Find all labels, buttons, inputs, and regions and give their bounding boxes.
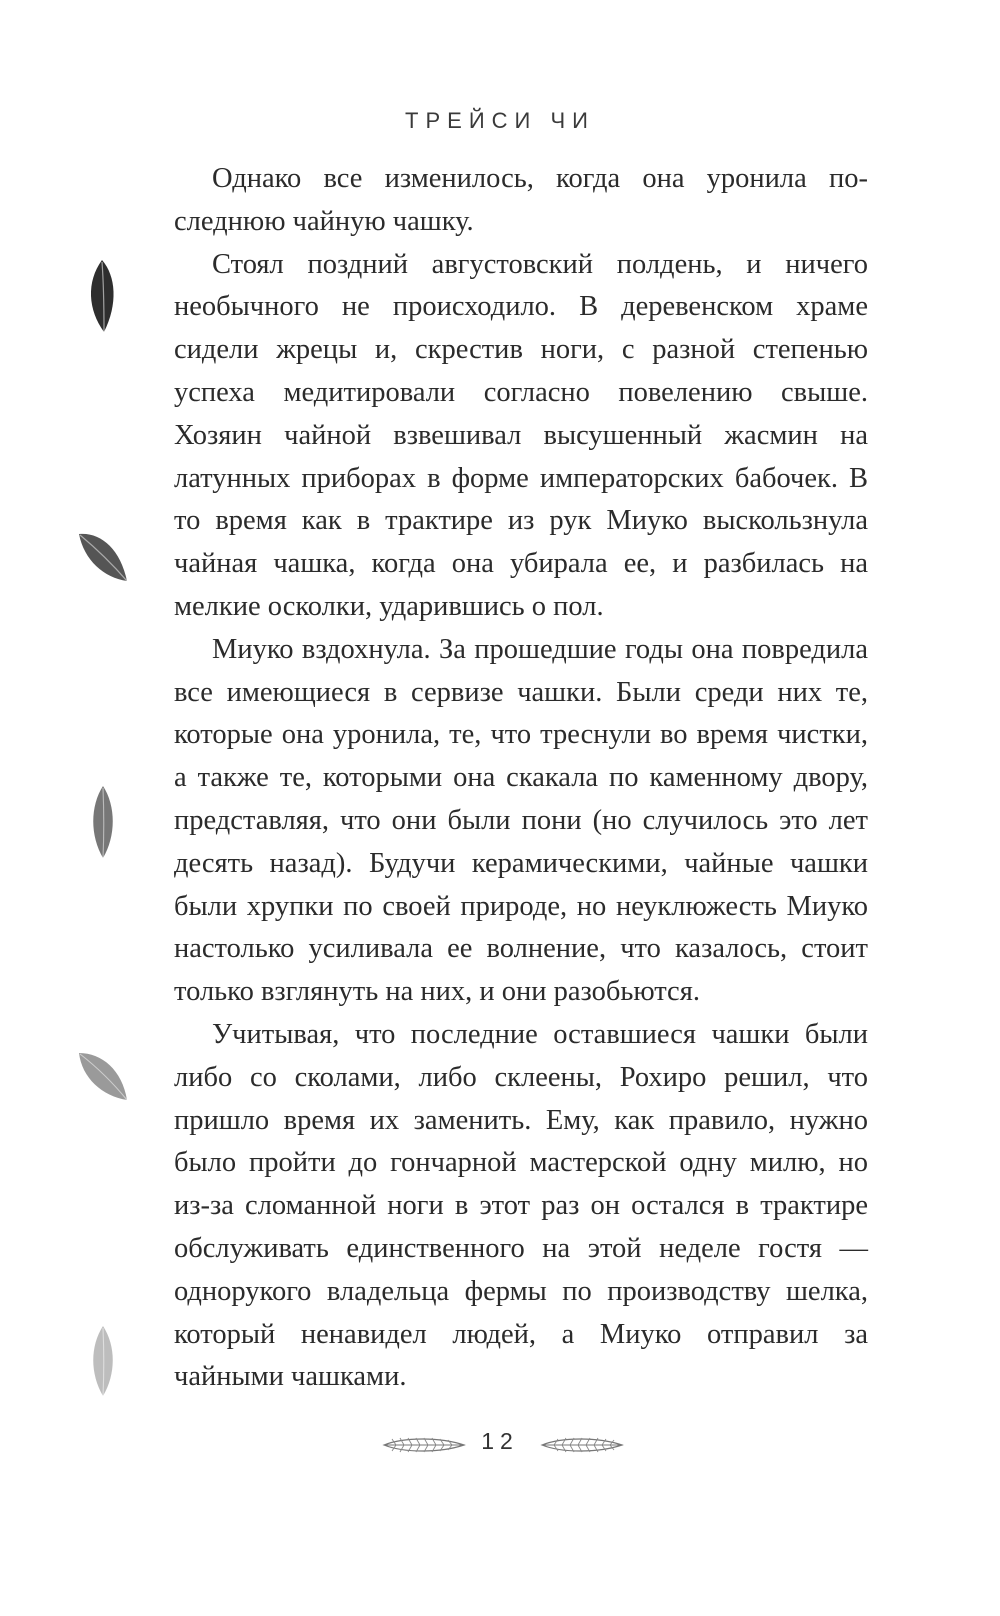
leaf-icon	[88, 784, 118, 860]
feather-icon	[540, 1434, 624, 1461]
paragraph: Учитывая, что последние оставшиеся чашки были либо со сколами, либо склеены, Рохиро решил, что пришло время их заменить. Ему, как правило, нужно было пройти до гончарной мастерской одну милю, но из-за сломанной ноги в этот раз он остался в трактире обслуживать единственного на этой неделе гостя — однорукого владельца фермы по производству шелка, который ненавидел людей, а Миуко отправил за чайными чашками.	[174, 1018, 868, 1393]
running-head: ТРЕЙСИ ЧИ	[405, 108, 595, 133]
page-number: 12	[481, 1428, 519, 1454]
leaf-icon	[76, 1048, 130, 1104]
leaf-icon	[82, 258, 122, 336]
leaf-icon	[88, 1324, 118, 1398]
paragraph: Миуко вздохнула. За прошедшие годы она повредила все имеющиеся в сервизе чашки. Были среди них те, которые она уронила, те, что треснули во время чистки, а также те, которыми она скакала по каменному двору, представляя, что они были пони (но случилось это лет десять назад). Будучи керамическими, чайные чашки были хрупки по своей природе, но неуклюжесть Миуко настолько усиливала ее волнение, что казалось, стоит только взглянуть на них, и они разобьются.	[174, 633, 868, 1008]
body-text	[174, 158, 868, 1399]
page-footer	[0, 1428, 1000, 1468]
paragraph: Стоял поздний августовский полдень, и ничего необычного не происходило. В деревенском храме сидели жрецы и, скрестив ноги, с разной степенью успеха медитировали согласно повелению свыше. Хозяин чайной взвешивал высушенный жасмин на латунных приборах в форме императорских бабочек. В то время как в трактире из рук Миуко выскользнула чайная чашка, когда она убирала ее, и разбилась на мелкие осколки, ударившись о пол.	[174, 248, 868, 622]
leaf-icon	[76, 528, 130, 586]
feather-icon	[382, 1434, 466, 1461]
paragraph: Однако все изменилось, когда она уронила последнюю чайную чашку.	[174, 163, 868, 237]
